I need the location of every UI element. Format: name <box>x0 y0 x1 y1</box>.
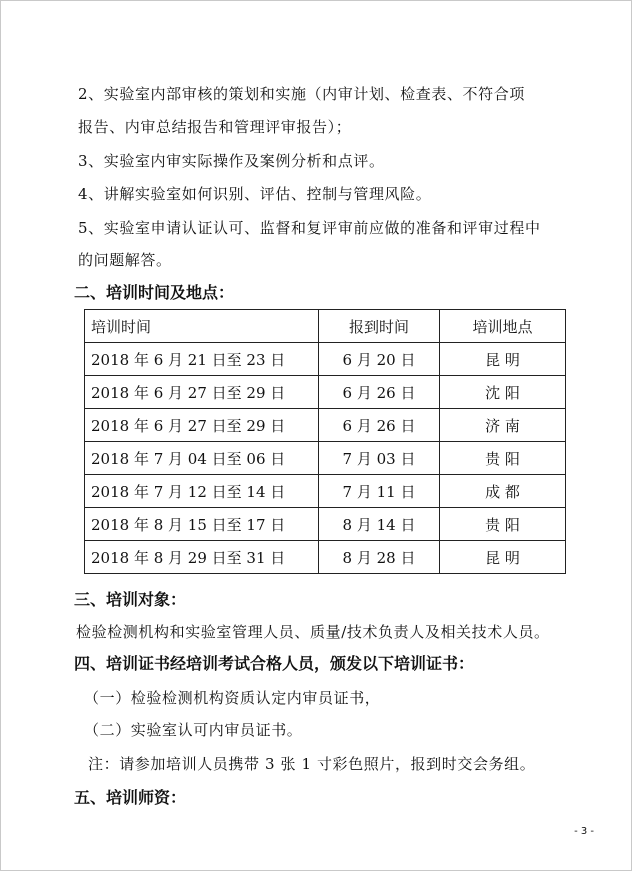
item-4: 4、讲解实验室如何识别、评估、控制与管理风险。 <box>78 185 432 203</box>
header-location: 培训地点 <box>440 310 566 343</box>
item-2-line-2: 报告、内审总结报告和管理评审报告）； <box>78 118 352 136</box>
table-row <box>85 541 566 574</box>
table-row <box>85 343 566 376</box>
item-5-line-1: 5、实验室申请认证认可、监督和复评审前应做的准备和评审过程中 <box>78 219 541 237</box>
schedule-table <box>84 309 566 574</box>
cell-location: 成 都 <box>440 475 566 508</box>
section-2-heading: 二、培训时间及地点： <box>74 283 235 302</box>
cell-report-time: 8 月 14 日 <box>319 508 440 541</box>
table-header-row <box>85 310 566 343</box>
cell-training-time: 2018 年 7 月 12 日至 14 日 <box>85 475 319 508</box>
item-3: 3、实验室内审实际操作及案例分析和点评。 <box>78 152 385 170</box>
header-training-time: 培训时间 <box>85 310 319 343</box>
cell-location: 昆 明 <box>440 541 566 574</box>
header-report-time: 报到时间 <box>319 310 440 343</box>
table-row <box>85 475 566 508</box>
cell-training-time: 2018 年 7 月 04 日至 06 日 <box>85 442 319 475</box>
certificate-item-2: （二）实验室认可内审员证书。 <box>84 721 303 739</box>
photo-note: 注：请参加培训人员携带 3 张 1 寸彩色照片，报到时交会务组。 <box>88 755 536 773</box>
page-number: - 3 - <box>574 826 594 837</box>
section-3-text: 检验检测机构和实验室管理人员、质量/技术负责人及相关技术人员。 <box>76 623 550 641</box>
item-5-line-2: 的问题解答。 <box>78 251 172 269</box>
cell-training-time: 2018 年 8 月 29 日至 31 日 <box>85 541 319 574</box>
cell-report-time: 7 月 11 日 <box>319 475 440 508</box>
table-row <box>85 376 566 409</box>
cell-location: 济 南 <box>440 409 566 442</box>
cell-location: 贵 阳 <box>440 508 566 541</box>
section-4-heading: 四、培训证书经培训考试合格人员，颁发以下培训证书： <box>74 654 475 673</box>
table-row <box>85 409 566 442</box>
cell-location: 贵 阳 <box>440 442 566 475</box>
cell-training-time: 2018 年 6 月 27 日至 29 日 <box>85 409 319 442</box>
cell-training-time: 2018 年 8 月 15 日至 17 日 <box>85 508 319 541</box>
cell-location: 沈 阳 <box>440 376 566 409</box>
cell-report-time: 8 月 28 日 <box>319 541 440 574</box>
cell-location: 昆 明 <box>440 343 566 376</box>
table-row <box>85 508 566 541</box>
item-2-line-1: 2、实验室内部审核的策划和实施（内审计划、检查表、不符合项 <box>78 85 525 103</box>
cell-training-time: 2018 年 6 月 27 日至 29 日 <box>85 376 319 409</box>
cell-report-time: 6 月 20 日 <box>319 343 440 376</box>
section-3-heading: 三、培训对象： <box>74 590 187 609</box>
cell-report-time: 6 月 26 日 <box>319 409 440 442</box>
table-row <box>85 442 566 475</box>
cell-training-time: 2018 年 6 月 21 日至 23 日 <box>85 343 319 376</box>
cell-report-time: 7 月 03 日 <box>319 442 440 475</box>
section-5-heading: 五、培训师资： <box>74 788 187 807</box>
certificate-item-1: （一）检验检测机构资质认定内审员证书， <box>84 689 381 707</box>
cell-report-time: 6 月 26 日 <box>319 376 440 409</box>
